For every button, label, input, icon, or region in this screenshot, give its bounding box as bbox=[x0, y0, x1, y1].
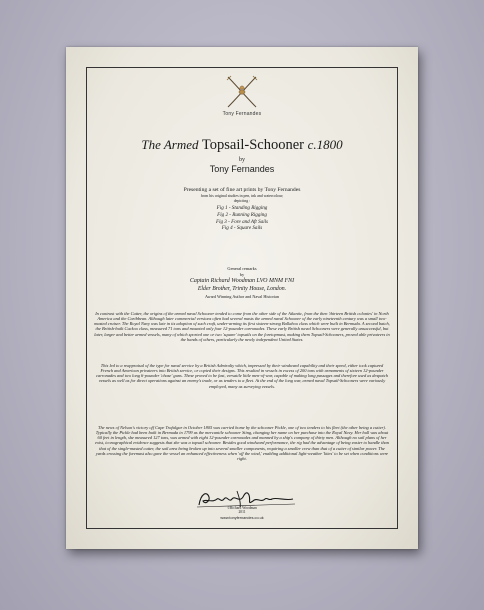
author-name: Tony Fernandes bbox=[209, 164, 275, 174]
figure-item: Fig 4 - Square Sails bbox=[221, 225, 263, 232]
figure-item: Fig 2 - Running Rigging bbox=[217, 211, 267, 218]
general-remarks-heading: General remarks bbox=[227, 266, 257, 271]
remarks-author-award: Award Winning Author and Naval Historian bbox=[205, 294, 279, 299]
title-main: Topsail-Schooner bbox=[201, 137, 304, 153]
paragraph: In contrast with the Cutter, the origins of the armed naval Schooner tended to come from the other side of the Atlantic, from the then 'thirteen British colonies' in North America and the Caribbean. Although later commercial versions often had several masts the armed naval Schooner of the early nineteenth century was a small two-masted cruiser. The Royal Navy was late in its adoption of such craft, under-arming its first sixteen-strong Ballahoo class which were built in Bermuda. A second batch, the British-built Cuckoo class, measured 71 tons and mounted only four 12-pounder carronades. These early British naval Schooners were generally unsuccessful, but later, larger and better armed vessels, many of which sported one or two 'square' topsails on the foretopmast, making them Topsail-Schooners, proved able privateers in the hands of others, particularly the newly independent United States. bbox=[94, 311, 390, 342]
title-prefix: The Armed bbox=[141, 137, 199, 152]
poster-sheet bbox=[66, 47, 418, 549]
by-line: by bbox=[239, 157, 245, 163]
paragraph: This led to a reappraisal of the type for naval service by a British Admiralty which, impressed by their windward capability and their speed, either took captured French and American privateers into British service, or copied their designs. This resulted in vessels in excess of 200 tons with armaments of sixteen 12-pounder carronades and two long 6-pounder 'chase' guns. These proved to be fast, versatile little men-of-war, capable of making long passages and therefore used as despatch vessels as well as for direct operations against an enemy's trade, or as tenders to a fleet. At the end of the long war, armed naval Topsail-Schooners were variously employed, many as surveying vessels. bbox=[96, 363, 388, 389]
presenting-subline: from his original studies in pen, ink and watercolour; bbox=[200, 194, 284, 198]
signature-caption bbox=[92, 506, 392, 514]
poster-title bbox=[92, 137, 392, 154]
depicting-label: depicting : bbox=[233, 199, 251, 203]
figure-item: Fig 1 - Standing Rigging bbox=[216, 205, 268, 211]
remarks-author-title: Elder Brother, Trinity House, London. bbox=[197, 286, 287, 292]
title-suffix: c.1800 bbox=[307, 137, 343, 152]
figure-list bbox=[92, 205, 392, 232]
remarks-author: Captain Richard Woodman LVO MNM FNI bbox=[189, 278, 295, 284]
remarks-by: by bbox=[239, 272, 245, 277]
presenting-line: Presenting a set of fine art prints by Tony Fernandes bbox=[183, 187, 301, 193]
website-url: www.tonyfernandes.co.uk bbox=[220, 516, 264, 520]
signature-copyright: ©Richard Woodman bbox=[227, 506, 257, 510]
paragraph: The news of Nelson's victory off Cape Trafalgar in October 1805 was carried home by the schooner Pickle, one of two tenders to his fleet (the other being a cutter). Typically the Pickle had been built in Bermuda in 1799 as the mercantile schooner Sting, changing her name on her purchase into the Royal Navy. Her hull was about 60 feet in length, she measured 127 tons, was armed with eight 12-pounder carronades and manned by a ship's company of thirty men. Although no sail plans of her exist, iconographical evidence suggests that she was a topsail schooner. Besides good windward performance, the rig had the advantage of being easier to handle than that of the single-masted cutter, the sail area being broken up into several smaller components, requiring a smaller crew than that of a cutter of similar power. The yards crossing the foremast also gave the vessel an enhanced effectiveness when 'off the wind,' enabling additional light-weather 'kites' to be set when conditions were right. bbox=[95, 425, 389, 461]
logo-name: Tony Fernandes bbox=[222, 111, 262, 117]
figure-item: Fig 3 - Fore and Aft Sails bbox=[215, 218, 269, 225]
crossed-sabres-logo bbox=[222, 73, 262, 111]
poster-content bbox=[92, 73, 392, 523]
signature-year: 2011 bbox=[238, 510, 246, 514]
